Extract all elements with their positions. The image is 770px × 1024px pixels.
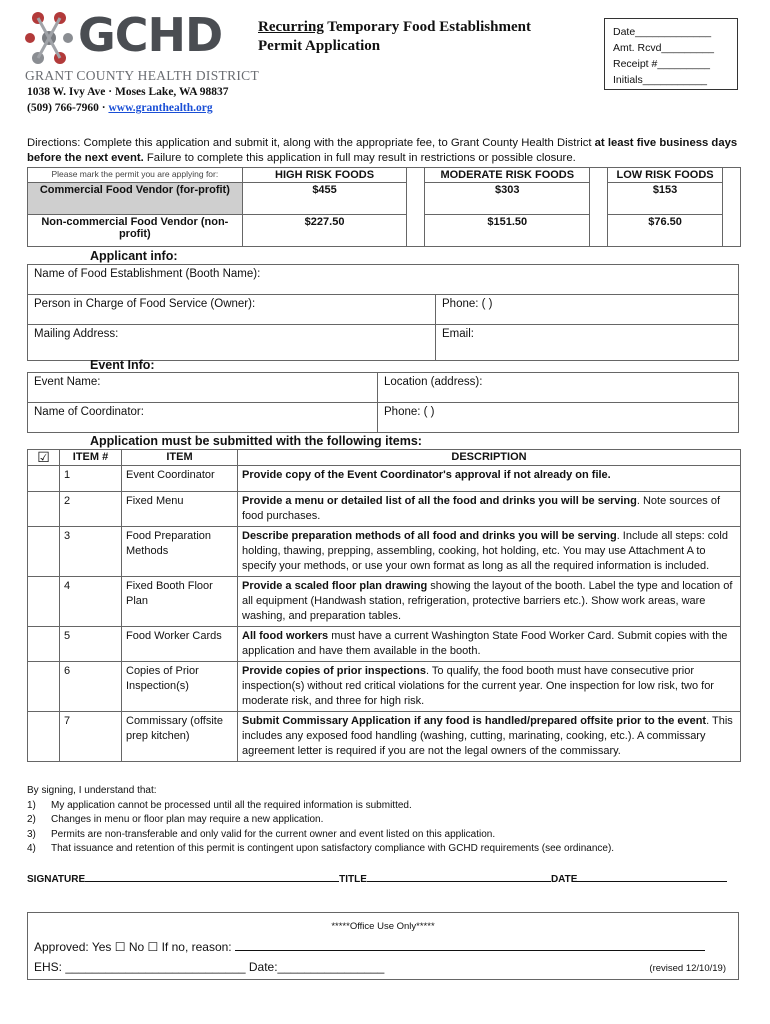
item-num: 4 xyxy=(60,577,122,627)
item-num-header: ITEM # xyxy=(60,450,122,466)
item-name: Event Coordinator xyxy=(122,466,238,492)
approved-label: Approved: Yes ☐ No ☐ If no, reason: xyxy=(34,940,235,954)
fee-note: Please mark the permit you are applying for: xyxy=(28,168,243,183)
items-heading: Application must be submitted with the following items: xyxy=(90,434,422,448)
item-header: ITEM xyxy=(122,450,238,466)
event-heading: Event Info: xyxy=(90,358,155,372)
item-num: 3 xyxy=(60,527,122,577)
item-desc: Provide a menu or detailed list of all the food and drinks you will be serving. Note sources of food purchases. xyxy=(238,492,741,527)
directions xyxy=(27,136,747,166)
item-num: 2 xyxy=(60,492,122,527)
signature-label: SIGNATURE xyxy=(27,874,86,885)
items-table xyxy=(27,449,741,762)
approved-row xyxy=(34,940,705,954)
commercial-high-fee: $455 xyxy=(242,183,407,215)
title-field[interactable] xyxy=(367,872,551,882)
check-header: ☑ xyxy=(28,450,60,466)
list-item: 4) That issuance and retention of this permit is contingent upon satisfactory compliance with GCHD requirements (see ordinance). xyxy=(27,843,615,854)
moderate-risk-checkbox[interactable] xyxy=(590,168,608,247)
item-name: Fixed Booth Floor Plan xyxy=(122,577,238,627)
date-field[interactable] xyxy=(577,872,727,882)
item-desc: Submit Commissary Application if any food is handled/prepared offsite prior to the event. This includes any exposed food handling (washing, cutting, marinating, cooking, etc.). A commissary agreement letter is required if you are not the legal owners of the commissary. xyxy=(238,712,741,762)
title-rest: Temporary Food Establishment xyxy=(323,19,531,35)
directions-text: Directions: Complete this application and submit it, along with the appropriate fee, to Grant County Health District xyxy=(27,137,595,149)
mailing-address-field[interactable]: Mailing Address: xyxy=(28,325,436,361)
list-item: 1) My application cannot be processed until all the required information is submitted. xyxy=(27,799,412,811)
revised-date: (revised 12/10/19) xyxy=(649,963,726,974)
ehs-row: EHS: ___________________________ Date:________________ xyxy=(34,960,385,974)
item-desc: Describe preparation methods of all food and drinks you will be serving. Include all steps: cold holding, thawing, prepping, assembling, cooking, hot holding, etc. You may use Attachment A to specify your methods, or use your own format as long as all the required information is included. xyxy=(238,527,741,577)
title-label: TITLE xyxy=(339,874,367,885)
applicant-table xyxy=(27,264,739,361)
office-use-box xyxy=(27,912,739,980)
agreement-list xyxy=(27,784,747,857)
directions-text-2: Failure to complete this application in full may result in restrictions or possible closure. xyxy=(143,152,576,164)
item-name: Fixed Menu xyxy=(122,492,238,527)
noncommercial-moderate-fee: $151.50 xyxy=(425,215,590,247)
office-receipt: Receipt #_________ xyxy=(613,58,710,70)
agreement-intro: By signing, I understand that: xyxy=(27,785,157,796)
item-name: Food Worker Cards xyxy=(122,627,238,662)
office-use-heading: *****Office Use Only***** xyxy=(331,921,435,932)
table-row xyxy=(28,492,741,527)
phone: (509) 766-7960 · xyxy=(27,102,106,114)
owner-phone-field[interactable]: Phone: ( ) xyxy=(436,295,739,325)
high-risk-checkbox[interactable] xyxy=(407,168,425,247)
coordinator-phone-field[interactable]: Phone: ( ) xyxy=(378,403,739,433)
item-num: 1 xyxy=(60,466,122,492)
item-checkbox[interactable] xyxy=(28,662,60,712)
table-row xyxy=(28,466,741,492)
description-header: DESCRIPTION xyxy=(238,450,741,466)
item-name: Commissary (offsite prep kitchen) xyxy=(122,712,238,762)
item-desc: All food workers must have a current Washington State Food Worker Card. Submit copies with the application and have them available in the booth. xyxy=(238,627,741,662)
noncommercial-high-fee: $227.50 xyxy=(242,215,407,247)
table-row xyxy=(28,712,741,762)
fee-header-low: LOW RISK FOODS xyxy=(608,168,723,183)
item-num: 7 xyxy=(60,712,122,762)
applicant-heading: Applicant info: xyxy=(90,249,178,263)
item-checkbox[interactable] xyxy=(28,492,60,527)
noncommercial-label: Non-commercial Food Vendor (non-profit) xyxy=(28,215,243,247)
noncommercial-low-fee: $76.50 xyxy=(608,215,723,247)
item-checkbox[interactable] xyxy=(28,577,60,627)
item-desc: Provide copies of prior inspections. To qualify, the food booth must have consecutive prior inspection(s) without red critical violations for the current year. One inspection for low risk, two for moderate risk, and three for high risk. xyxy=(238,662,741,712)
reason-field[interactable] xyxy=(235,940,705,951)
website-link[interactable]: www.granthealth.org xyxy=(108,102,213,114)
org-name: GRANT COUNTY HEALTH DISTRICT xyxy=(25,68,260,83)
directions-bold: at least five business days before the next event. xyxy=(27,137,738,164)
item-num: 6 xyxy=(60,662,122,712)
table-row xyxy=(28,527,741,577)
title-line2: Permit Application xyxy=(258,38,381,54)
office-amt: Amt. Rcvd_________ xyxy=(613,42,714,54)
office-receipt-box xyxy=(604,18,738,90)
date-label: DATE xyxy=(550,874,578,885)
office-date: Date_____________ xyxy=(613,26,712,38)
item-desc: Provide copy of the Event Coordinator's approval if not already on file. xyxy=(238,466,741,492)
item-name: Food Preparation Methods xyxy=(122,527,238,577)
item-checkbox[interactable] xyxy=(28,627,60,662)
location-field[interactable]: Location (address): xyxy=(378,373,739,403)
list-item: 2) Changes in menu or floor plan may require a new application. xyxy=(27,814,324,825)
item-name: Copies of Prior Inspection(s) xyxy=(122,662,238,712)
low-risk-checkbox[interactable] xyxy=(722,168,740,247)
page-title xyxy=(258,18,531,56)
email-field[interactable]: Email: xyxy=(436,325,739,361)
table-row xyxy=(28,662,741,712)
office-initials: Initials___________ xyxy=(613,74,707,86)
commercial-label: Commercial Food Vendor (for-profit) xyxy=(28,183,243,215)
gchd-logo-icon xyxy=(22,10,76,66)
address: 1038 W. Ivy Ave · Moses Lake, WA 98837 xyxy=(27,86,229,98)
item-num: 5 xyxy=(60,627,122,662)
logo-text: GCHD xyxy=(78,8,223,62)
item-checkbox[interactable] xyxy=(28,712,60,762)
fee-table xyxy=(27,167,741,247)
table-row xyxy=(28,627,741,662)
fee-header-moderate: MODERATE RISK FOODS xyxy=(425,168,590,183)
owner-field[interactable]: Person in Charge of Food Service (Owner): xyxy=(28,295,436,325)
commercial-moderate-fee: $303 xyxy=(425,183,590,215)
commercial-low-fee: $153 xyxy=(608,183,723,215)
event-table xyxy=(27,372,739,433)
event-name-field[interactable]: Event Name: xyxy=(28,373,378,403)
phone-web xyxy=(27,102,213,114)
signature-field[interactable] xyxy=(85,872,339,882)
title-underlined: Recurring xyxy=(258,19,324,35)
item-checkbox[interactable] xyxy=(28,527,60,577)
fee-header-high: HIGH RISK FOODS xyxy=(242,168,407,183)
coordinator-field[interactable]: Name of Coordinator: xyxy=(28,403,378,433)
booth-name-field[interactable]: Name of Food Establishment (Booth Name): xyxy=(28,265,739,295)
signature-line xyxy=(27,872,739,885)
table-row xyxy=(28,577,741,627)
item-desc: Provide a scaled floor plan drawing showing the layout of the booth. Label the type and location of all equipment (Handwash station, refrigeration, protective barriers etc.). Show work areas, ware washing, and preparation tables. xyxy=(238,577,741,627)
list-item: 3) Permits are non-transferable and only valid for the current owner and event listed on this application. xyxy=(27,828,496,840)
item-checkbox[interactable] xyxy=(28,466,60,492)
